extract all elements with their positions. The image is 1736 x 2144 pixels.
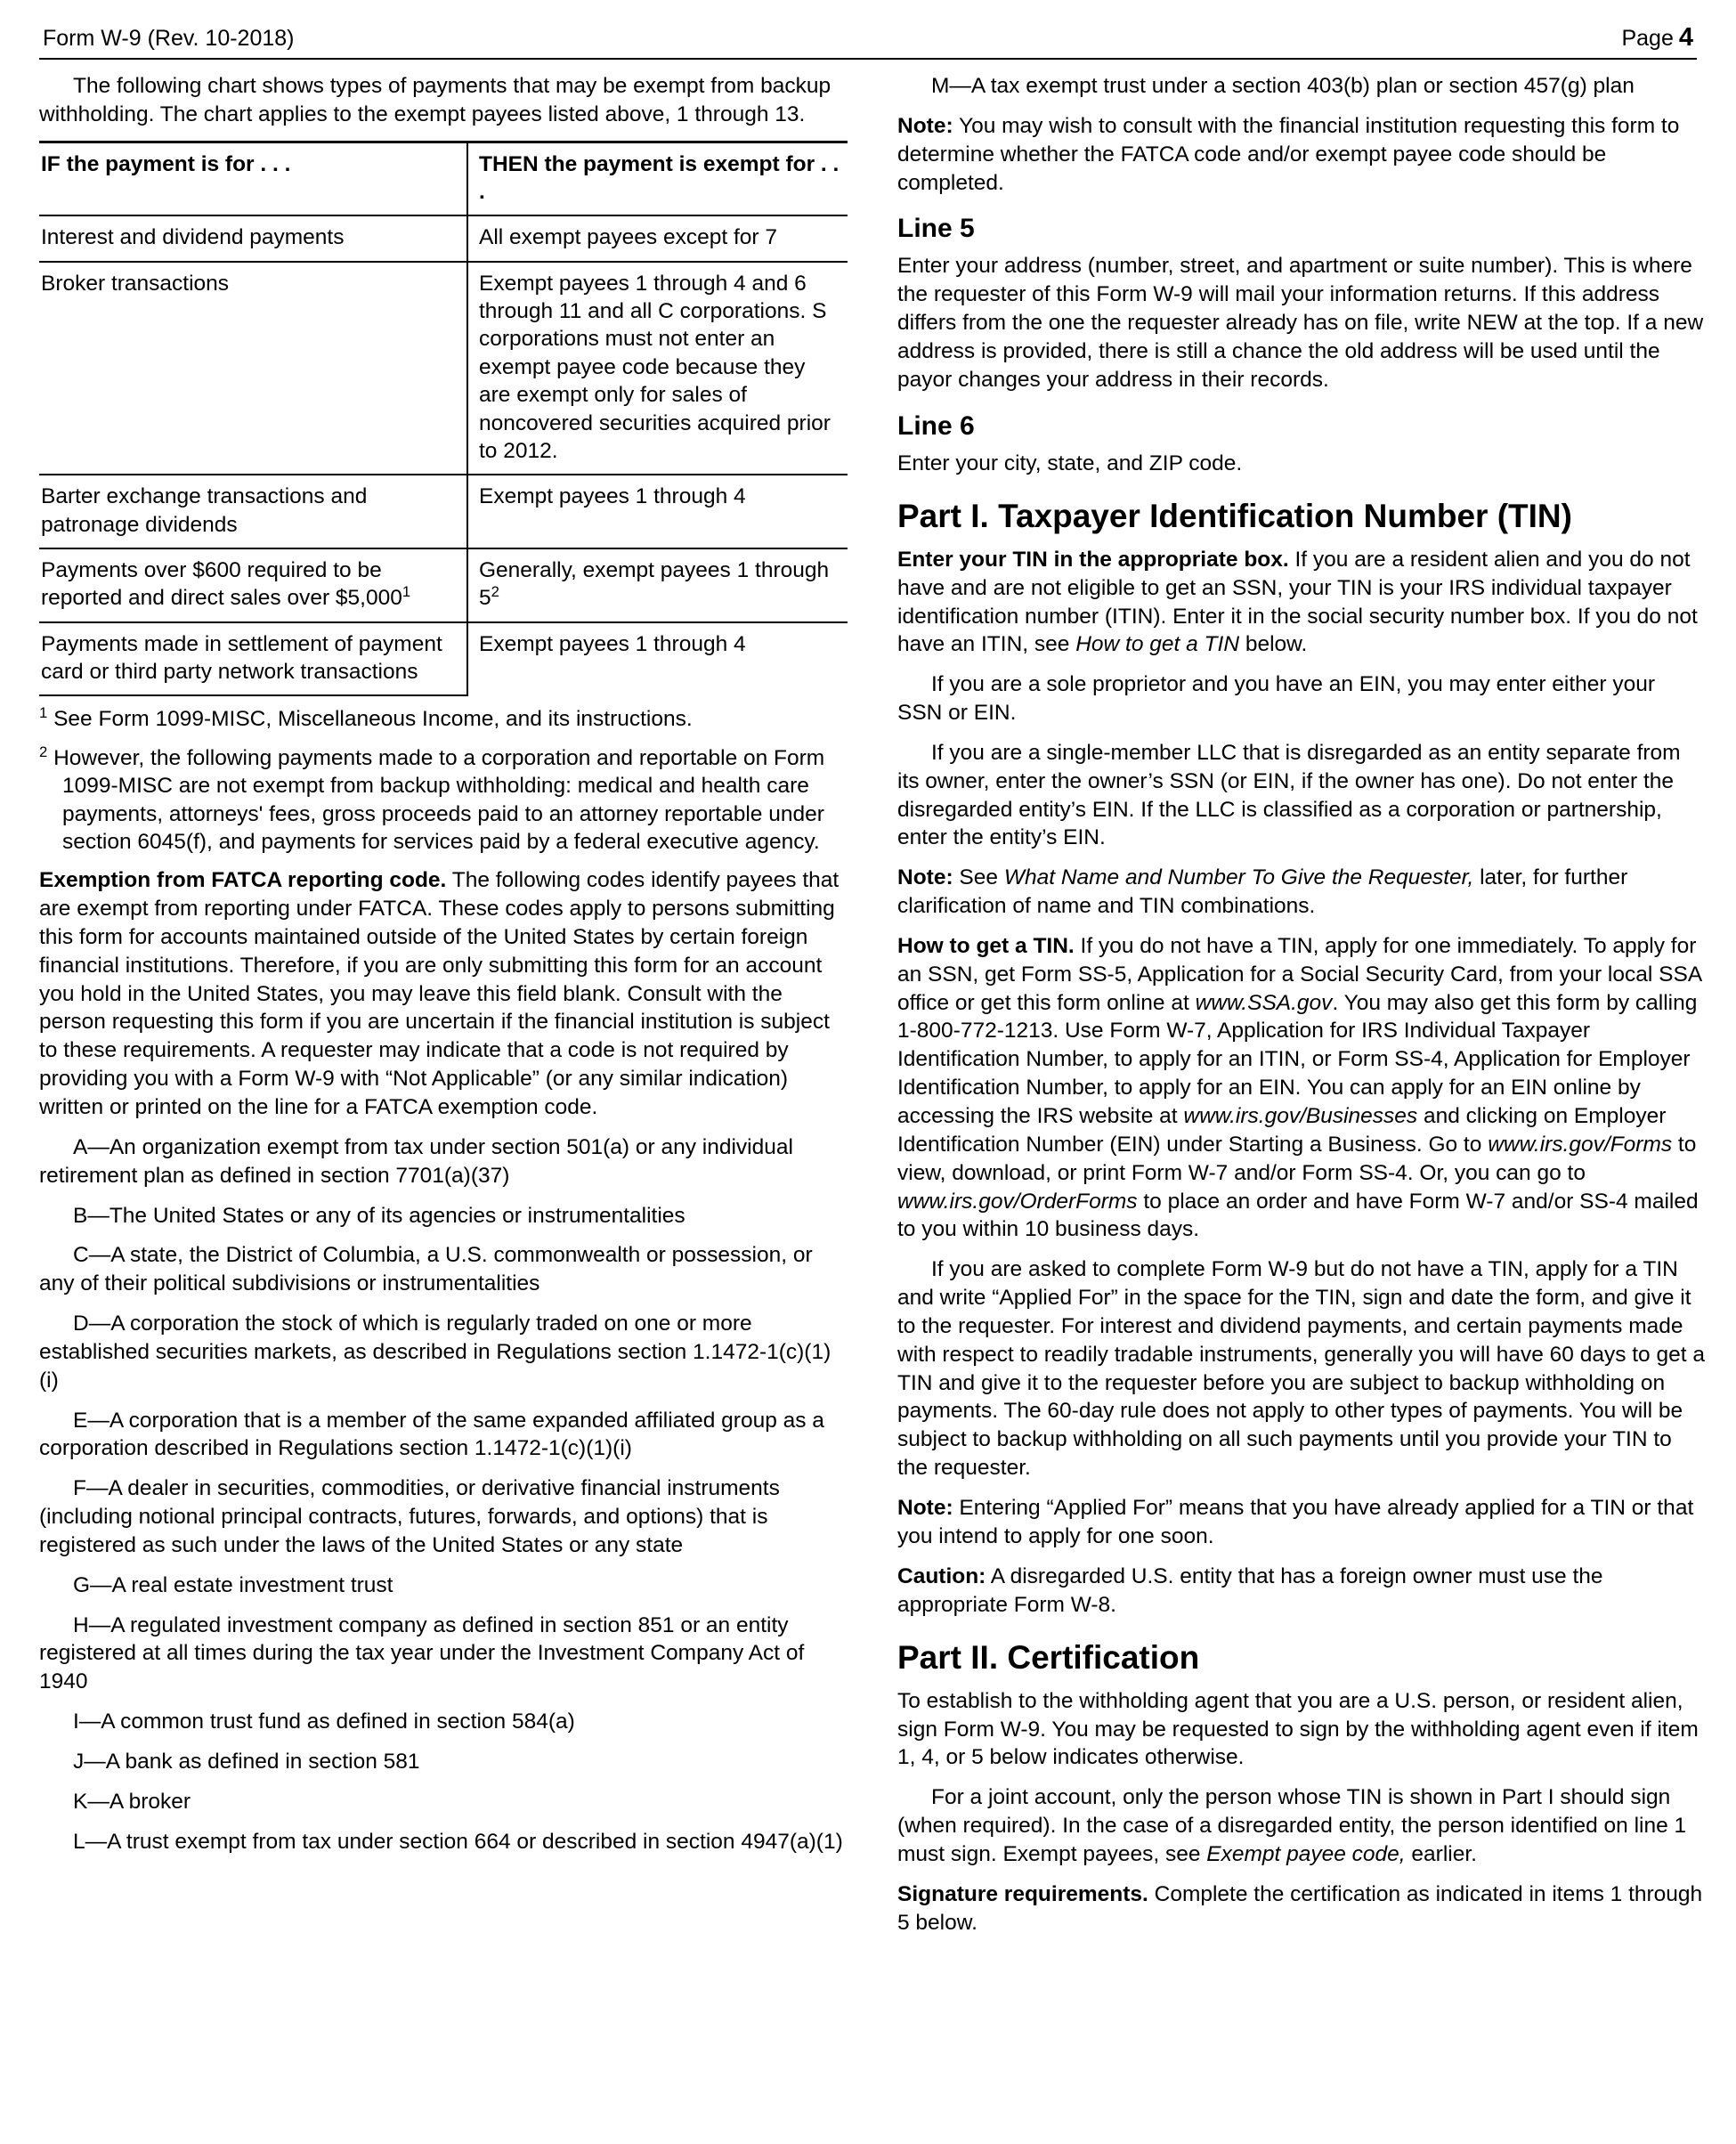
fatca-heading: Exemption from FATCA reporting code. [39,868,447,893]
fatca-code-l: L—A trust exempt from tax under section 664 or described in section 4947(a)(1) [73,1829,843,1854]
how-to-label: How to get a TIN. [897,933,1075,958]
cell-then: All exempt payees except for 7 [467,215,848,261]
tin-paragraph [897,546,1706,659]
cell-if-text: Payments over $600 required to be reported and direct sales over $5,000 [41,558,402,611]
cell-then: Exempt payees 1 through 4 [467,475,848,548]
table-row [39,622,848,696]
page-indicator [1621,23,1693,53]
page-number: 4 [1678,23,1693,52]
cell-then [467,548,848,622]
tin-body-2: below. [1239,632,1308,657]
cell-if: Broker transactions [39,262,467,475]
note-post: later, for further clarification of name and TIN combinations. [897,865,1628,919]
fatca-code-a: A—An organization exempt from tax under section 501(a) or any individual retirement plan as defined in section 7701(a)(37) [39,1134,793,1188]
table-row [39,215,848,261]
footnote-1 [39,705,848,733]
cell-if-footnote-marker: 1 [402,583,411,601]
link-irs-businesses: www.irs.gov/Businesses [1183,1104,1418,1129]
cell-if: Payments made in settlement of payment card or third party network transactions [39,622,467,696]
line-6-body: Enter your city, state, and ZIP code. [897,451,1243,475]
caution-paragraph [897,1563,1706,1620]
cell-then: Exempt payees 1 through 4 and 6 through 11 and all C corporations. S corporations must not enter an exempt payee code because they are exempt only for sales of noncovered securities acquired prior to 2012. [467,262,848,475]
how-to-text-5: to place an order and have Form W-7 and/or SS-4 mailed to you within 10 business days. [897,1189,1699,1242]
how-to-text-4: to view, download, or print Form W-7 and/or Form SS-4. Or, you can go to [897,1132,1697,1185]
sole-proprietor-paragraph: If you are a sole proprietor and you have an EIN, you may enter either your SSN or EIN. [897,672,1656,726]
single-member-llc-paragraph: If you are a single-member LLC that is disregarded as an entity separate from its owner, enter the owner’s SSN (or EIN, if the owner has one). Do not enter the disregarded entity’s EIN. If the LLC is classified as a corporation or partnership, enter the entity’s EIN. [897,740,1681,850]
right-column [897,72,1706,1949]
fatca-code-b: B—The United States or any of its agencies or instrumentalities [73,1203,685,1228]
certification-paragraph-1: To establish to the withholding agent that you are a U.S. person, or resident alien, sign Form W-9. You may be requested to sign by the withholding agent even if item 1, 4, or 5 below indicates otherwise. [897,1688,1699,1770]
caution-label: Caution: [897,1563,986,1588]
table-row [39,262,848,475]
fatca-body: The following codes identify payees that are exempt from reporting under FATCA. These codes apply to persons submitting this form for accounts maintained outside of the United States by certain foreign financial institutions. Therefore, if you are only submitting this form for an account you hold in the United States, you may leave this field blank. Consult with the person requesting this form if you are uncertain if the financial institution is subject to these requirements. A requester may indicate that a code is not required by providing you with a Form W-9 with “Not Applicable” (or any similar indication) written or printed on the line for a FATCA exemption code. [39,868,840,1119]
cert-2-pre: For a joint account, only the person whose TIN is shown in Part I should sign (when required). In the case of a disregarded entity, the person identified on line 1 must sign. Exempt payees, see [897,1785,1687,1866]
link-ssa-gov: www.SSA.gov [1195,990,1333,1015]
footnote-2-marker: 2 [39,743,48,760]
cell-then: Exempt payees 1 through 4 [479,631,746,656]
fatca-code-m: M—A tax exempt trust under a section 403(b) plan or section 457(g) plan [931,74,1635,98]
note-italic: What Name and Number To Give the Requester, [1003,865,1474,890]
signature-requirements-paragraph [897,1880,1706,1937]
note-label: Note: [897,865,953,890]
cell-then-footnote-marker: 2 [491,583,499,601]
how-to-text-2: . You may also get this form by calling 1-800-772-1213. Use Form W-7, Application for IRS Individual Taxpayer Identification Number, to apply for an ITIN, or Form SS-4, Application for Employer Identification Number, to apply for an EIN. You can apply for an EIN online by accessing the IRS website at [897,990,1698,1129]
tin-body-1: If you are a resident alien and you do not have and are not eligible to get an SSN, your TIN is your IRS individual taxpayer identification number (ITIN). Enter it in the social security number box. If you do not have an ITIN, see [897,547,1698,657]
cell-then-text: Generally, exempt payees 1 through 5 [479,558,830,611]
fatca-code-i: I—A common trust fund as defined in section 584(a) [73,1710,575,1734]
note-label: Note: [897,1495,953,1520]
fatca-code-h: H—A regulated investment company as defined in section 851 or an entity registered at all times during the tax year under the Investment Company Act of 1940 [39,1612,805,1694]
fatca-code-j: J—A bank as defined in section 581 [73,1750,420,1774]
note-body: You may wish to consult with the financial institution requesting this form to determine whether the FATCA code and/or exempt payee code should be completed. [897,113,1680,195]
tin-body-italic: How to get a TIN [1075,632,1240,657]
header-divider [39,58,1697,60]
note-label: Note: [897,113,953,138]
heading-part-2: Part II. Certification [897,1639,1200,1677]
caution-body: A disregarded U.S. entity that has a foreign owner must use the appropriate Form W-8. [897,1563,1603,1617]
table-row [39,548,848,622]
footnote-2-text: However, the following payments made to a corporation and reportable on Form 1099-MISC are not exempt from backup withholding: medical and health care payments, attorneys' fees, gross proceeds paid to an attorney reportable under section 6045(f), and payments for services paid by a federal executive agency. [53,745,825,854]
fatca-code-g: G—A real estate investment trust [73,1572,393,1597]
form-label: Form W-9 (Rev. 10-2018) [43,26,295,51]
note-applied-for [897,1494,1706,1551]
column-header-if: IF the payment is for . . . [39,142,467,215]
heading-line-6: Line 6 [897,410,975,441]
note-fatca-consult [897,112,1706,198]
fatca-code-d: D—A corporation the stock of which is regularly traded on one or more established securities markets, as described in Regulations section 1.1472-1(c)(1)(i) [39,1312,831,1393]
line-5-body: Enter your address (number, street, and apartment or suite number). This is where the requester of this Form W-9 will mail your information returns. If this address differs from the one the requester already has on file, write NEW at the top. If a new address is provided, there is still a chance the old address will be used until the payor changes your address in their records. [897,254,1704,392]
signature-requirements-label: Signature requirements. [897,1881,1148,1906]
cert-2-post: earlier. [1405,1841,1477,1866]
fatca-code-k: K—A broker [73,1789,191,1814]
page-word: Page [1621,26,1674,51]
heading-line-5: Line 5 [897,214,975,244]
left-column [39,72,848,1868]
how-to-get-a-tin-paragraph [897,932,1706,1244]
two-column-body [39,72,1705,1949]
how-to-text-3: and clicking on Employer Identification Number (EIN) under Starting a Business. Go to [897,1104,1667,1157]
tin-lead: Enter your TIN in the appropriate box. [897,547,1289,572]
cell-if [39,548,467,622]
chart-intro-paragraph: The following chart shows types of payments that may be exempt from backup withholding. The chart applies to the exempt payees listed above, 1 through 13. [39,74,831,126]
fatca-code-c: C—A state, the District of Columbia, a U.S. commonwealth or possession, or any of their political subdivisions or instrumentalities [39,1243,813,1296]
table-header-row [39,142,848,215]
signature-requirements-body: Complete the certification as indicated in items 1 through 5 below. [897,1881,1703,1935]
link-irs-forms: www.irs.gov/Forms [1488,1132,1673,1157]
cell-if: Barter exchange transactions and patronage dividends [39,475,467,548]
certification-paragraph-2 [897,1783,1706,1869]
link-irs-orderforms: www.irs.gov/OrderForms [897,1189,1138,1214]
applied-for-paragraph: If you are asked to complete Form W-9 but do not have a TIN, apply for a TIN and write “Applied For” in the space for the TIN, sign and date the form, and give it to the requester. For interest and dividend payments, and certain payments made with respect to readily tradable instruments, generally you will have 60 days to get a TIN and give it to the requester before you are subject to backup withholding on payments. The 60-day rule does not apply to other types of payments. You will be subject to backup withholding on all such payments until you provide your TIN to the requester. [897,1257,1705,1481]
exempt-payments-chart [39,141,848,697]
how-to-text-1: If you do not have a TIN, apply for one immediately. To apply for an SSN, get Form SS-5, Application for a Social Security Card, from your local SSA office or get this form online at [897,933,1701,1015]
footnote-2 [39,744,848,856]
cell-if: Interest and dividend payments [39,215,467,261]
footnote-1-text: See Form 1099-MISC, Miscellaneous Income, and its instructions. [53,707,693,732]
fatca-code-f: F—A dealer in securities, commodities, or derivative financial instruments (including notional principal contracts, futures, forwards, and options) that is registered as such under the laws of the United States or any state [39,1476,780,1557]
table-row [39,475,848,548]
column-header-then: THEN the payment is exempt for . . . [467,142,848,215]
heading-part-1: Part I. Taxpayer Identification Number (TIN) [897,498,1572,535]
fatca-exemption-paragraph [39,866,848,1122]
note-what-name-and-number [897,864,1706,921]
fatca-code-e: E—A corporation that is a member of the same expanded affiliated group as a corporation described in Regulations section 1.1472-1(c)(1)(i) [39,1408,824,1461]
footnote-1-marker: 1 [39,704,48,722]
cert-2-italic: Exempt payee code, [1206,1841,1406,1866]
note-body: Entering “Applied For” means that you have already applied for a TIN or that you intend to apply for one soon. [897,1495,1694,1548]
note-pre: See [953,865,1004,890]
page-header [39,23,1697,58]
